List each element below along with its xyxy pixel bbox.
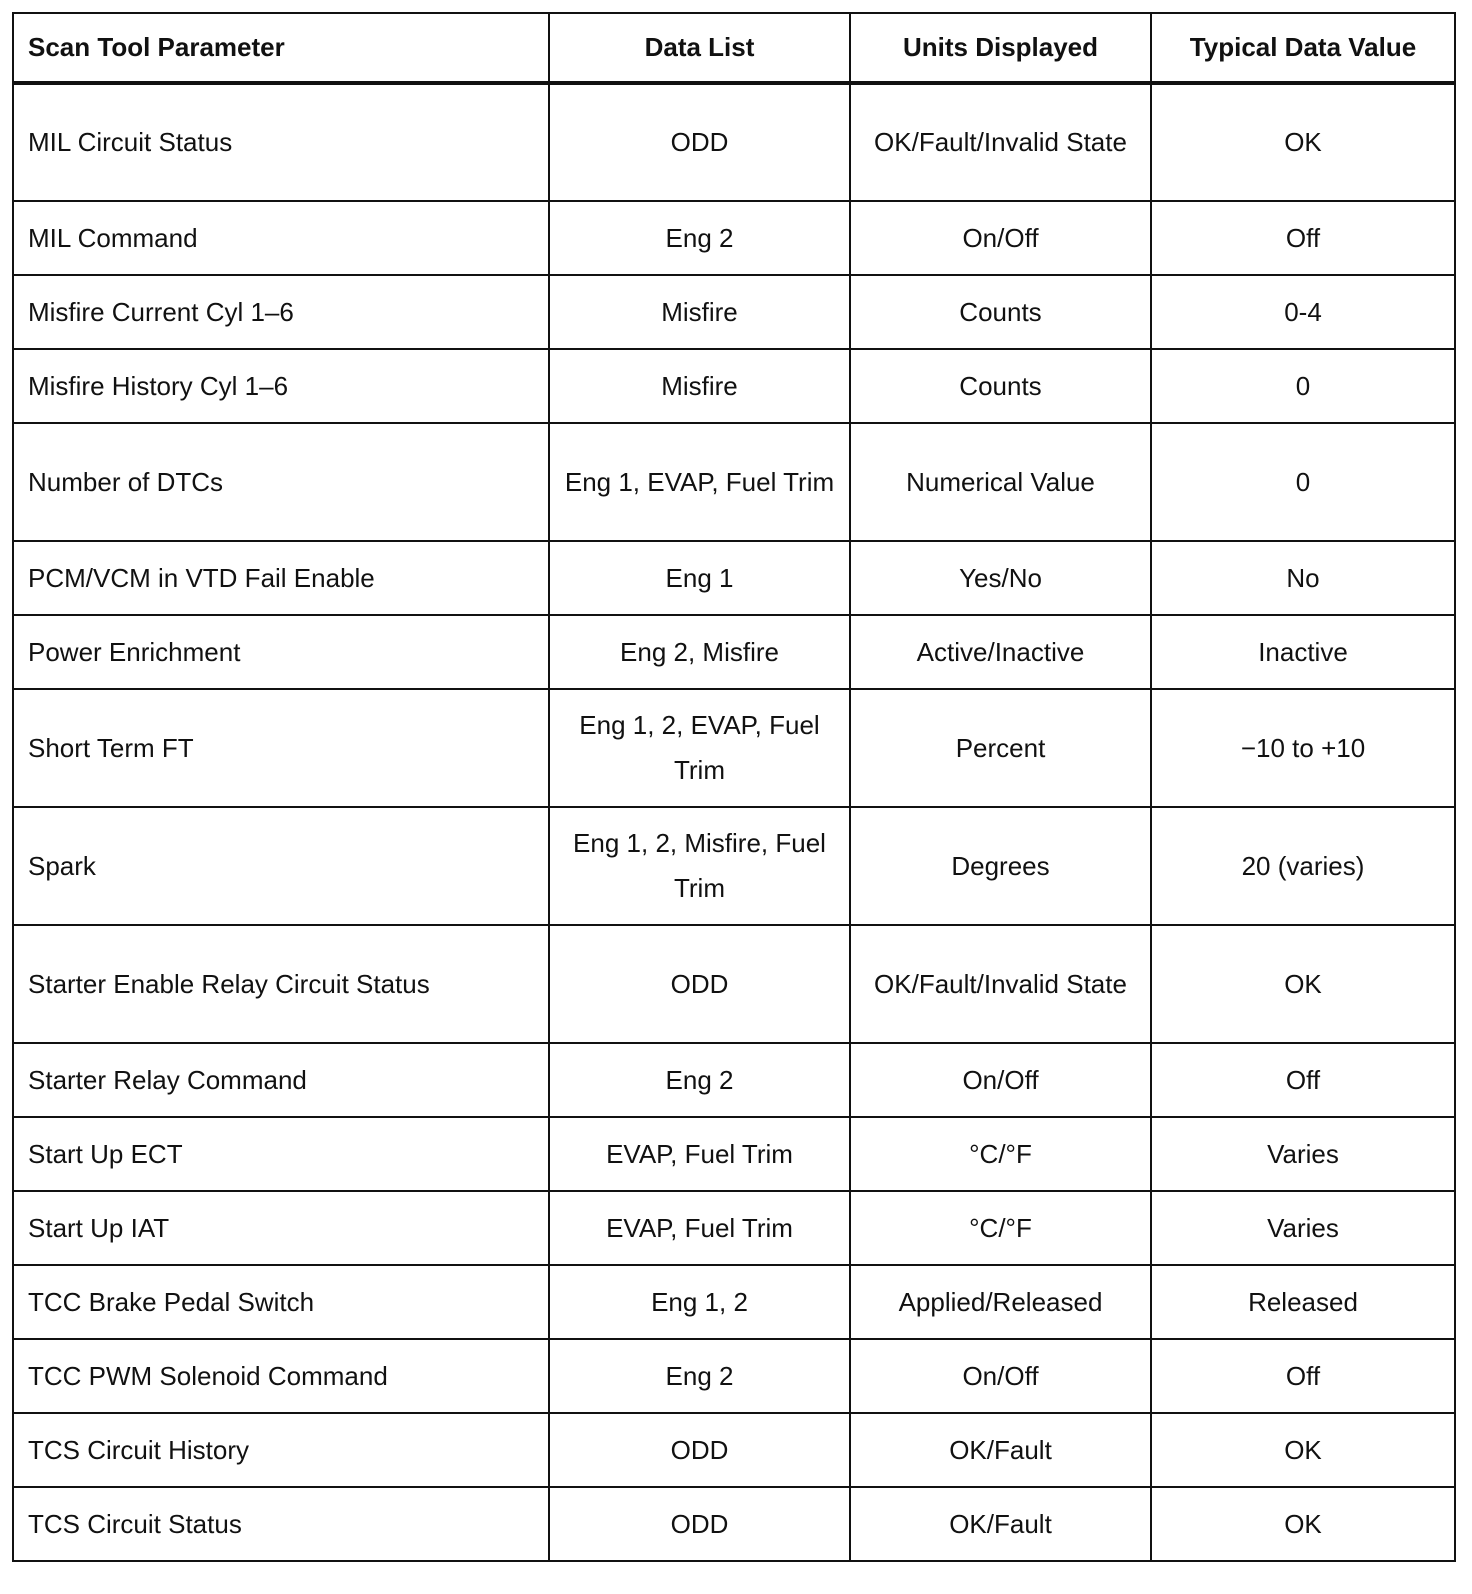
cell-units: Percent <box>850 689 1151 807</box>
cell-data-list: ODD <box>549 925 850 1043</box>
table-row <box>13 1487 1455 1561</box>
cell-data-list: Eng 1, 2, EVAP, Fuel Trim <box>549 689 850 807</box>
cell-data-list: Eng 2, Misfire <box>549 615 850 689</box>
cell-units: °C/°F <box>850 1117 1151 1191</box>
cell-typical-value: −10 to +10 <box>1151 689 1455 807</box>
cell-parameter: Short Term FT <box>13 689 549 807</box>
cell-parameter: Starter Relay Command <box>13 1043 549 1117</box>
table-row <box>13 1413 1455 1487</box>
table-row <box>13 925 1455 1043</box>
table-row <box>13 689 1455 807</box>
header-row <box>13 13 1455 83</box>
cell-data-list: Eng 1, EVAP, Fuel Trim <box>549 423 850 541</box>
cell-typical-value: No <box>1151 541 1455 615</box>
cell-parameter: PCM/VCM in VTD Fail Enable <box>13 541 549 615</box>
cell-data-list: ODD <box>549 1487 850 1561</box>
header-units-displayed: Units Displayed <box>850 13 1151 83</box>
cell-units: Numerical Value <box>850 423 1151 541</box>
cell-typical-value: Varies <box>1151 1117 1455 1191</box>
cell-units: Counts <box>850 275 1151 349</box>
cell-typical-value: Inactive <box>1151 615 1455 689</box>
cell-parameter: Number of DTCs <box>13 423 549 541</box>
cell-parameter: Misfire History Cyl 1–6 <box>13 349 549 423</box>
table-row <box>13 275 1455 349</box>
cell-data-list: Misfire <box>549 349 850 423</box>
scan-tool-data-table <box>12 12 1456 1562</box>
cell-typical-value: 20 (varies) <box>1151 807 1455 925</box>
table-body <box>13 83 1455 1561</box>
cell-units: OK/Fault/Invalid State <box>850 925 1151 1043</box>
table-row <box>13 541 1455 615</box>
table-row <box>13 615 1455 689</box>
cell-units: OK/Fault/Invalid State <box>850 83 1151 201</box>
table-row <box>13 1191 1455 1265</box>
cell-parameter: Start Up IAT <box>13 1191 549 1265</box>
cell-typical-value: Released <box>1151 1265 1455 1339</box>
cell-data-list: EVAP, Fuel Trim <box>549 1117 850 1191</box>
cell-units: OK/Fault <box>850 1487 1151 1561</box>
cell-typical-value: Off <box>1151 1043 1455 1117</box>
table-row <box>13 1265 1455 1339</box>
cell-parameter: TCC Brake Pedal Switch <box>13 1265 549 1339</box>
cell-typical-value: OK <box>1151 1487 1455 1561</box>
cell-data-list: Eng 2 <box>549 201 850 275</box>
cell-units: Degrees <box>850 807 1151 925</box>
table-row <box>13 201 1455 275</box>
cell-typical-value: 0 <box>1151 423 1455 541</box>
cell-data-list: ODD <box>549 1413 850 1487</box>
cell-units: Active/Inactive <box>850 615 1151 689</box>
cell-data-list: Eng 1, 2 <box>549 1265 850 1339</box>
cell-units: Yes/No <box>850 541 1151 615</box>
cell-typical-value: OK <box>1151 925 1455 1043</box>
cell-units: On/Off <box>850 1043 1151 1117</box>
table-row <box>13 1117 1455 1191</box>
cell-typical-value: OK <box>1151 83 1455 201</box>
cell-data-list: ODD <box>549 83 850 201</box>
cell-parameter: TCC PWM Solenoid Command <box>13 1339 549 1413</box>
cell-data-list: Eng 2 <box>549 1339 850 1413</box>
cell-parameter: Power Enrichment <box>13 615 549 689</box>
header-scan-tool-parameter: Scan Tool Parameter <box>13 13 549 83</box>
cell-typical-value: 0-4 <box>1151 275 1455 349</box>
table-row <box>13 1043 1455 1117</box>
scan-tool-data-table-container <box>12 12 1454 1562</box>
table-row <box>13 807 1455 925</box>
table-row <box>13 83 1455 201</box>
cell-typical-value: 0 <box>1151 349 1455 423</box>
cell-units: °C/°F <box>850 1191 1151 1265</box>
cell-units: On/Off <box>850 201 1151 275</box>
cell-parameter: Misfire Current Cyl 1–6 <box>13 275 549 349</box>
cell-units: On/Off <box>850 1339 1151 1413</box>
cell-parameter: MIL Command <box>13 201 549 275</box>
cell-parameter: Starter Enable Relay Circuit Status <box>13 925 549 1043</box>
cell-parameter: Spark <box>13 807 549 925</box>
table-row <box>13 349 1455 423</box>
cell-parameter: TCS Circuit Status <box>13 1487 549 1561</box>
cell-parameter: MIL Circuit Status <box>13 83 549 201</box>
cell-parameter: Start Up ECT <box>13 1117 549 1191</box>
cell-typical-value: Off <box>1151 1339 1455 1413</box>
table-header <box>13 13 1455 83</box>
cell-data-list: Eng 1 <box>549 541 850 615</box>
table-row <box>13 1339 1455 1413</box>
cell-typical-value: Varies <box>1151 1191 1455 1265</box>
cell-units: OK/Fault <box>850 1413 1151 1487</box>
cell-parameter: TCS Circuit History <box>13 1413 549 1487</box>
cell-data-list: Misfire <box>549 275 850 349</box>
cell-units: Counts <box>850 349 1151 423</box>
cell-data-list: Eng 2 <box>549 1043 850 1117</box>
cell-typical-value: OK <box>1151 1413 1455 1487</box>
cell-data-list: Eng 1, 2, Misfire, Fuel Trim <box>549 807 850 925</box>
cell-data-list: EVAP, Fuel Trim <box>549 1191 850 1265</box>
cell-typical-value: Off <box>1151 201 1455 275</box>
header-data-list: Data List <box>549 13 850 83</box>
header-typical-data-value: Typical Data Value <box>1151 13 1455 83</box>
table-row <box>13 423 1455 541</box>
cell-units: Applied/Released <box>850 1265 1151 1339</box>
